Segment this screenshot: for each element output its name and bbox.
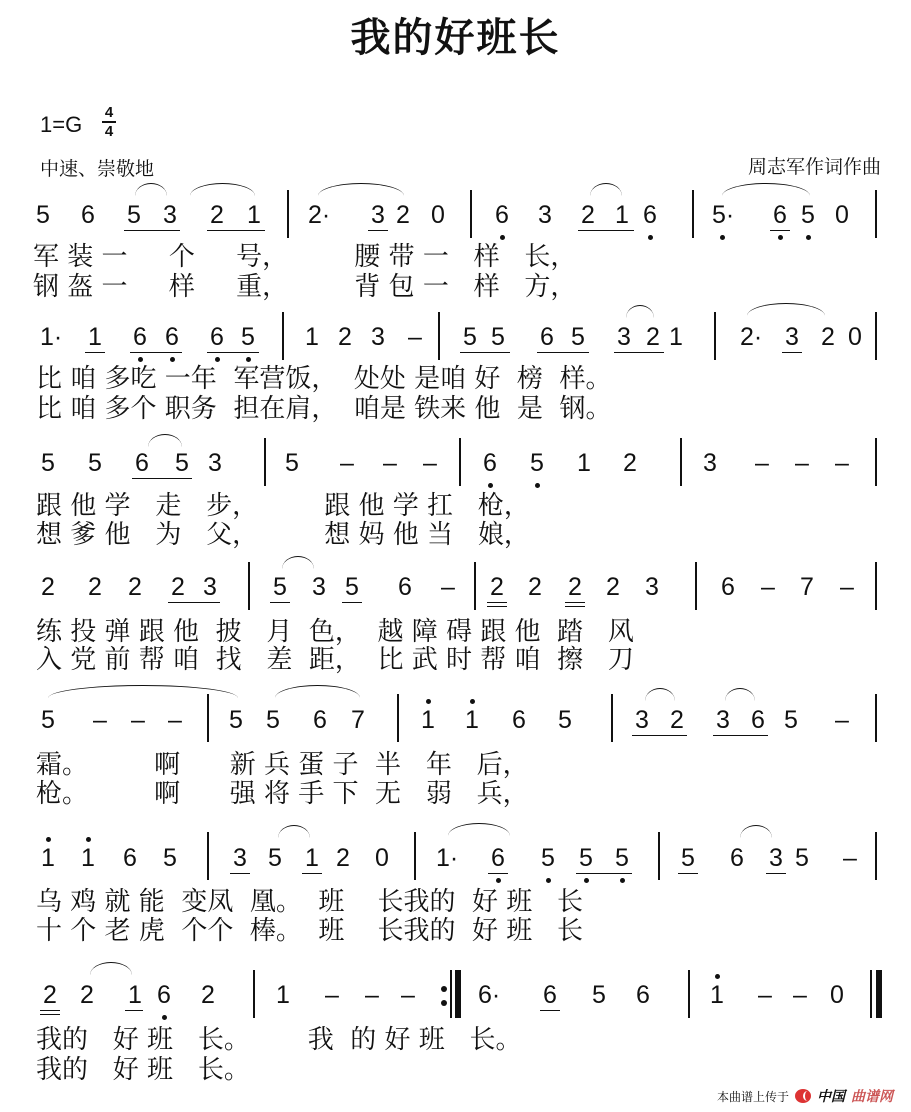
note: 1 (38, 843, 58, 873)
bar-line (459, 438, 461, 486)
song-title: 我的好班长 (350, 15, 561, 61)
note: 2 (606, 573, 620, 601)
note: 1 (577, 449, 591, 477)
bar-line (875, 562, 877, 610)
slur (190, 183, 255, 196)
underline-beam (40, 1010, 60, 1011)
underline-beam (632, 735, 687, 736)
underline-beam (537, 352, 589, 353)
note: 2 (80, 981, 94, 1009)
underline-beam (713, 735, 768, 736)
footer-text: 本曲谱上传于 (716, 1089, 789, 1104)
underline-beam (207, 230, 265, 231)
lyrics-verse-1: 比 咱 多吃 一年 军营饭， 处处 是咱 好 榜 样。 (36, 364, 612, 394)
underline-beam (578, 230, 634, 231)
note: 5 (175, 449, 189, 477)
lyrics-verse-2: 我的 好 班 长。 (36, 1055, 250, 1085)
note: 5 (463, 323, 477, 351)
underline-beam (302, 873, 322, 874)
note: 3 (635, 706, 649, 734)
bar-line (658, 832, 660, 880)
dash: – (755, 449, 769, 477)
slur (275, 685, 360, 698)
underline-beam (487, 606, 507, 607)
note: 6 (313, 706, 327, 734)
note: 3 (785, 323, 799, 351)
note: 3 (371, 323, 385, 351)
note: 5 (41, 449, 55, 477)
note: 5 (527, 448, 547, 478)
dash: – (423, 449, 437, 477)
slur (48, 685, 238, 698)
note: 5 (88, 449, 102, 477)
note: 3 (163, 201, 177, 229)
lyrics-verse-1: 跟 他 学 走 步， 跟 他 学 扛 枪， (36, 491, 530, 521)
note: 5 (784, 706, 798, 734)
slur (722, 183, 810, 196)
slur (747, 303, 825, 316)
slur (90, 962, 132, 975)
underline-beam (85, 352, 105, 353)
note: 2 (336, 844, 350, 872)
lyrics-verse-1: 练 投 弹 跟 他 披 月 色， 越 障 碍 跟 他 踏 风 (36, 617, 634, 647)
slur (725, 688, 755, 701)
note: 1 (669, 323, 683, 351)
dash: – (340, 449, 354, 477)
lyrics-verse-1: 霜。 啊 新 兵 蛋 子 半 年 后， (36, 750, 529, 780)
note: 2 (396, 201, 410, 229)
lyrics-verse-2: 入 党 前 帮 咱 找 差 距， 比 武 时 帮 咱 擦 刀 (36, 645, 634, 675)
dash: – (758, 981, 772, 1009)
dash: – (793, 981, 807, 1009)
note: 6 (488, 843, 508, 873)
bar-line (474, 562, 476, 610)
note: 2· (740, 323, 763, 351)
note: 1 (305, 323, 319, 351)
slur (590, 183, 622, 196)
underline-beam (540, 1010, 560, 1011)
dash: – (401, 981, 415, 1009)
bar-line (282, 312, 284, 360)
note: 7 (800, 573, 814, 601)
slur (282, 556, 314, 569)
note: 5 (229, 706, 243, 734)
note: 3 (769, 844, 783, 872)
repeat-dot (441, 986, 447, 992)
bar-line (875, 438, 877, 486)
underline-beam (460, 352, 510, 353)
note: 7 (351, 706, 365, 734)
dash: – (795, 449, 809, 477)
note: 5 (491, 323, 505, 351)
slur (148, 434, 182, 447)
note: 2 (568, 573, 582, 601)
note: 3 (617, 323, 631, 351)
key-signature: 1=G (40, 112, 83, 137)
note: 2 (670, 706, 684, 734)
note: 2 (128, 573, 142, 601)
lyrics-verse-1: 军 装 一 个 号， 腰 带 一 样 长， (33, 242, 577, 272)
note: 0 (835, 201, 849, 229)
note: 0 (431, 201, 445, 229)
note: 2 (490, 573, 504, 601)
note: 5 (285, 449, 299, 477)
lyrics-verse-2: 钢 盔 一 样 重， 背 包 一 样 方， (33, 272, 577, 302)
note: 1· (436, 844, 459, 872)
note: 5 (273, 573, 287, 601)
tempo-marking: 中速、崇敬地 (40, 158, 155, 180)
note: 1 (247, 201, 261, 229)
bar-line (611, 694, 613, 742)
upload-attribution (717, 1086, 893, 1106)
dash: – (835, 706, 849, 734)
bar-line (875, 832, 877, 880)
time-signature (100, 104, 118, 140)
note: 2 (88, 573, 102, 601)
underline-beam (230, 873, 250, 874)
note: 6 (207, 322, 227, 352)
repeat-end-thin-bar (450, 970, 452, 1018)
note: 6 (540, 323, 554, 351)
note: 3 (645, 573, 659, 601)
site-brand-accent[interactable]: 曲谱网 (851, 1089, 893, 1105)
underline-beam (270, 602, 290, 603)
note: 6 (162, 322, 182, 352)
note: 3 (371, 201, 385, 229)
note: 2 (171, 573, 185, 601)
slur (448, 823, 510, 836)
lyrics-verse-2: 十 个 老 虎 个个 棒。 班 长我的 好 班 长 (36, 916, 584, 946)
note: 5 (238, 322, 258, 352)
note: 3 (703, 449, 717, 477)
bar-line (688, 970, 690, 1018)
slur (278, 825, 310, 838)
note: 6 (123, 844, 137, 872)
bar-line (253, 970, 255, 1018)
note: 6 (543, 981, 557, 1009)
slur (135, 183, 167, 196)
note: 2 (41, 573, 55, 601)
note: 1 (78, 843, 98, 873)
note: 2· (308, 201, 331, 229)
bar-line (207, 694, 209, 742)
underline-beam (125, 1010, 143, 1011)
note: 5· (712, 201, 735, 229)
note: 2 (338, 323, 352, 351)
underline-beam (782, 352, 802, 353)
dash: – (441, 573, 455, 601)
underline-beam (576, 873, 632, 874)
note: 6 (398, 573, 412, 601)
dash: – (93, 706, 107, 734)
underline-beam (565, 602, 585, 603)
note: 1 (128, 981, 142, 1009)
underline-beam (614, 352, 664, 353)
note: 5 (612, 843, 632, 873)
bar-line (714, 312, 716, 360)
note: 5 (163, 844, 177, 872)
note: 5 (538, 843, 558, 873)
dash: – (761, 573, 775, 601)
note: 2 (581, 201, 595, 229)
credits: 周志军作词作曲 (747, 156, 881, 178)
note: 1 (462, 705, 482, 735)
bar-line (414, 832, 416, 880)
underline-beam (487, 602, 507, 603)
note: 6 (480, 448, 500, 478)
note: 6 (640, 200, 660, 230)
dash: – (408, 323, 422, 351)
note: 5 (558, 706, 572, 734)
bar-line (397, 694, 399, 742)
note: 6 (770, 200, 790, 230)
note: 2 (201, 981, 215, 1009)
note: 3 (538, 201, 552, 229)
dash: – (168, 706, 182, 734)
note: 0 (848, 323, 862, 351)
note: 5 (268, 844, 282, 872)
underline-beam (124, 230, 180, 231)
slur (645, 688, 675, 701)
repeat-end-thick-bar (455, 970, 461, 1018)
site-brand[interactable]: 中国 (817, 1089, 845, 1105)
bar-line (264, 438, 266, 486)
underline-beam (678, 873, 698, 874)
note: 5 (345, 573, 359, 601)
dash: – (325, 981, 339, 1009)
lyrics-verse-1: 乌 鸡 就 能 变凤 凰。 班 长我的 好 班 长 (36, 887, 584, 917)
note: 6 (721, 573, 735, 601)
slur (740, 825, 772, 838)
note: 6 (135, 449, 149, 477)
note: 2 (821, 323, 835, 351)
lyrics-verse-2: 比 咱 多个 职务 担在肩， 咱是 铁来 他 是 钢。 (36, 394, 612, 424)
note: 5 (41, 706, 55, 734)
note: 5 (36, 201, 50, 229)
note: 1 (88, 323, 102, 351)
underline-beam (132, 478, 192, 479)
note: 3 (312, 573, 326, 601)
note: 6 (154, 980, 174, 1010)
dash: – (843, 844, 857, 872)
note: 6 (512, 706, 526, 734)
note: 2 (43, 981, 57, 1009)
note: 5 (266, 706, 280, 734)
slur (318, 183, 404, 196)
note: 2 (528, 573, 542, 601)
underline-beam (766, 873, 786, 874)
note: 3 (233, 844, 247, 872)
note: 5 (576, 843, 596, 873)
note: 1 (615, 201, 629, 229)
note: 3 (716, 706, 730, 734)
note: 6 (81, 201, 95, 229)
note: 5 (681, 844, 695, 872)
time-sig-bottom: 4 (104, 123, 114, 140)
time-sig-top: 4 (104, 104, 114, 121)
note: 5 (795, 844, 809, 872)
note: 5 (798, 200, 818, 230)
bar-line (692, 190, 694, 238)
lyrics-verse-2: 枪。 啊 强 将 手 下 无 弱 兵， (36, 779, 529, 809)
underline-beam (488, 873, 508, 874)
bar-line (875, 190, 877, 238)
bar-line (438, 312, 440, 360)
final-thin-bar (870, 970, 872, 1018)
dash: – (365, 981, 379, 1009)
bar-line (680, 438, 682, 486)
note: 1 (707, 980, 727, 1010)
note: 3 (203, 573, 217, 601)
note: 0 (830, 981, 844, 1009)
bar-line (695, 562, 697, 610)
underline-beam (130, 352, 182, 353)
note: 6 (130, 322, 150, 352)
note: 5 (592, 981, 606, 1009)
underline-beam (565, 606, 585, 607)
note: 1· (40, 323, 63, 351)
note: 0 (375, 844, 389, 872)
note: 6 (730, 844, 744, 872)
bar-line (207, 832, 209, 880)
underline-beam (368, 230, 388, 231)
note: 6 (751, 706, 765, 734)
note: 5 (571, 323, 585, 351)
bar-line (875, 694, 877, 742)
note: 2 (210, 201, 224, 229)
note: 2 (646, 323, 660, 351)
underline-beam (207, 352, 259, 353)
note: 5 (127, 201, 141, 229)
slur (626, 305, 654, 318)
bar-line (248, 562, 250, 610)
underline-beam (342, 602, 362, 603)
note: 6· (478, 981, 501, 1009)
underline-beam (168, 602, 220, 603)
dash: – (131, 706, 145, 734)
note: 1 (276, 981, 290, 1009)
note: 2 (623, 449, 637, 477)
underline-beam (770, 230, 790, 231)
note: 6 (636, 981, 650, 1009)
dash: – (840, 573, 854, 601)
site-logo-icon (795, 1089, 811, 1103)
note: 1 (418, 705, 438, 735)
bar-line (287, 190, 289, 238)
lyrics-verse-1: 我的 好 班 长。 我 的 好 班 长。 (36, 1025, 522, 1055)
note: 6 (492, 200, 512, 230)
final-thick-bar (876, 970, 882, 1018)
dash: – (835, 449, 849, 477)
lyrics-verse-2: 想 爹 他 为 父， 想 妈 他 当 娘， (36, 520, 530, 550)
bar-line (470, 190, 472, 238)
bar-line (875, 312, 877, 360)
dash: – (383, 449, 397, 477)
underline-beam (40, 1014, 60, 1015)
repeat-dot (441, 1000, 447, 1006)
note: 3 (208, 449, 222, 477)
note: 1 (305, 844, 319, 872)
